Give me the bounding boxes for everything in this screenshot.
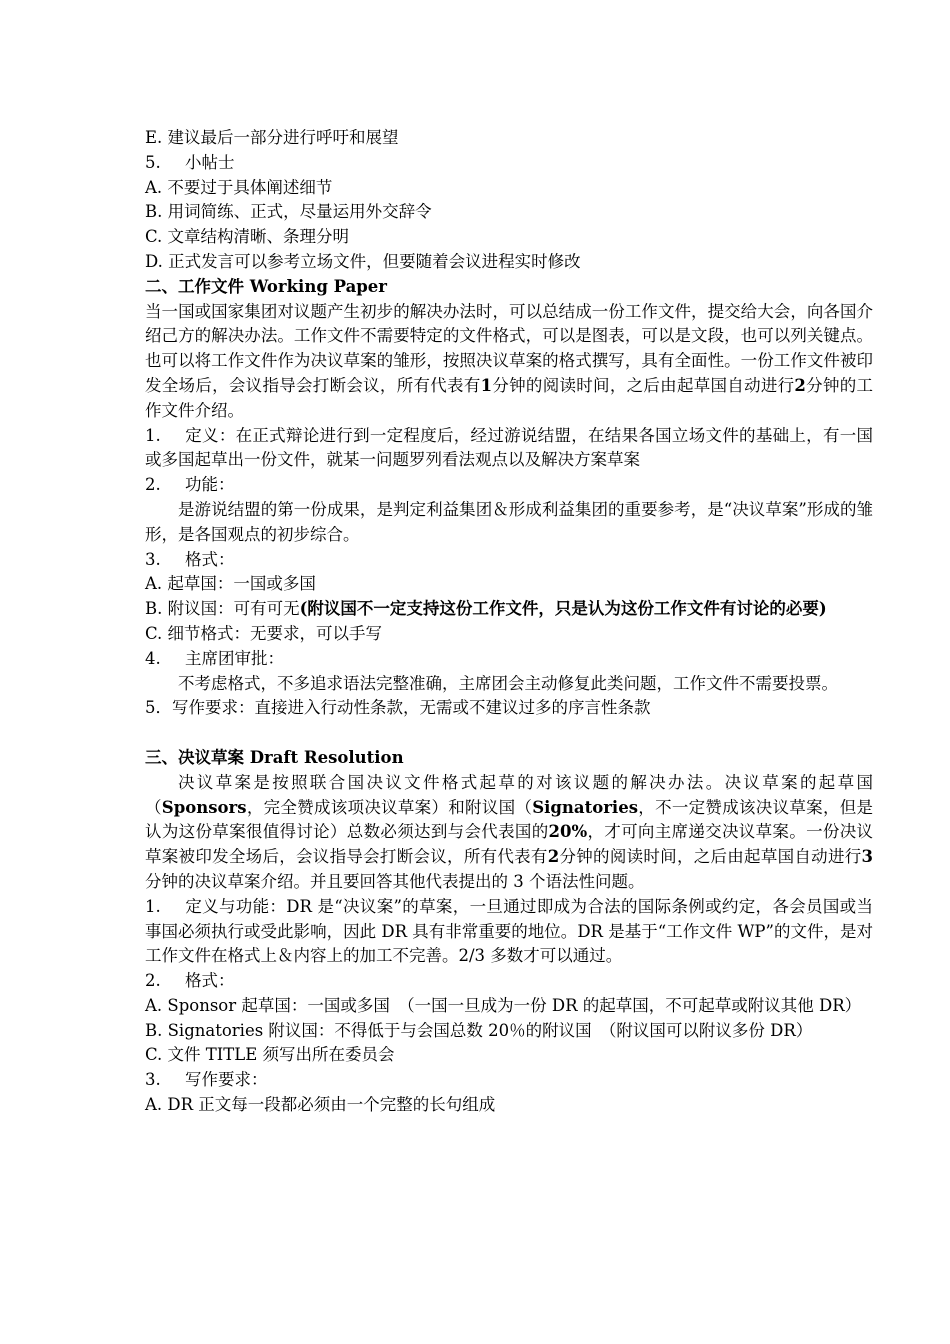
draft-resolution-requirement-a: A. DR 正文每一段都必须由一个完整的长句组成 — [145, 1095, 496, 1115]
tips-number: 5. — [145, 152, 161, 172]
working-paper-function-text: 是游说结盟的第一份成果，是判定利益集团＆形成利益集团的重要参考，是“决议草案”形成的雏形，是各国观点的初步综合。 — [145, 499, 873, 544]
tip-c: C. 文章结构清晰、条理分明 — [145, 227, 350, 247]
working-paper-review-text: 不考虑格式，不多追求语法完整准确，主席团会主动修复此类问题，工作文件不需要投票。 — [178, 673, 838, 693]
working-paper-format-c: C. 细节格式：无要求，可以手写 — [145, 623, 383, 643]
closing-advice-line: E. 建议最后一部分进行呼吁和展望 — [145, 128, 399, 147]
draft-resolution-definition: 1. 定义与功能：DR 是“决议案”的草案，一旦通过即成为合法的国际条例或约定，各会员国或当事国必须执行或受此影响，因此 DR 具有非常重要的地位。DR 是基于“工作文件 WP”的文件，是对工作文件在格式上＆内容上的加工不完善。2/3 多数才可以通过。 — [145, 896, 873, 966]
draft-resolution-heading: 三、决议草案 Draft Resolution — [145, 747, 404, 767]
working-paper-review-heading: 4. 主席团审批： — [145, 648, 284, 668]
working-paper-format-heading: 3. 格式： — [145, 549, 235, 569]
blank-line — [145, 721, 873, 746]
draft-resolution-requirement-heading: 3. 写作要求： — [145, 1070, 268, 1090]
tip-d: D. 正式发言可以参考立场文件，但要随着会议进程实时修改 — [145, 251, 581, 271]
draft-resolution-format-heading: 2. 格式： — [145, 971, 235, 991]
draft-resolution-intro: 决议草案是按照联合国决议文件格式起草的对该议题的解决办法。决议草案的起草国（Sponsors，完全赞成该项决议草案）和附议国（Signatories，不一定赞成该决议草案，但是认为这份草案很值得讨论）总数必须达到与会代表国的20%，才可向主席递交决议草案。一份决议草案被印发全场后，会议指导会打断会议，所有代表有2分钟的阅读时间，之后由起草国自动进行3分钟的决议草案介绍。并且要回答其他代表提出的 3 个语法性问题。 — [145, 772, 874, 891]
tips-heading — [145, 151, 873, 176]
tips-title: 小帖士 — [185, 152, 235, 172]
tip-a: A. 不要过于具体阐述细节 — [145, 177, 333, 197]
draft-resolution-format-c: C. 文件 TITLE 须写出所在委员会 — [145, 1045, 395, 1065]
tip-b: B. 用词简练、正式，尽量运用外交辞令 — [145, 202, 432, 222]
working-paper-definition: 1. 定义：在正式辩论进行到一定程度后，经过游说结盟，在结果各国立场文件的基础上，有一国或多国起草出一份文件，就某一问题罗列看法观点以及解决方案草案 — [145, 425, 873, 470]
working-paper-format-a: A. 起草国：一国或多国 — [145, 574, 316, 594]
draft-resolution-format-b: B. Signatories 附议国：不得低于与会国总数 20％的附议国 （附议国可以附议多份 DR） — [145, 1020, 813, 1040]
working-paper-format-b: B. 附议国：可有可无(附议国不一定支持这份工作文件，只是认为这份工作文件有讨论的必要) — [145, 599, 827, 619]
draft-resolution-format-a: A. Sponsor 起草国：一国或多国 （一国一旦成为一份 DR 的起草国，不可起草或附议其他 DR） — [145, 995, 862, 1015]
working-paper-function-heading: 2. 功能： — [145, 475, 235, 495]
working-paper-requirement: 5．写作要求：直接进入行动性条款，无需或不建议过多的序言性条款 — [145, 698, 651, 718]
working-paper-heading: 二、工作文件 Working Paper — [145, 276, 387, 296]
working-paper-intro: 当一国或国家集团对议题产生初步的解决办法时，可以总结成一份工作文件，提交给大会，向各国介绍己方的解决办法。工作文件不需要特定的文件格式，可以是图表，可以是文段，也可以列关键点。也可以将工作文件作为决议草案的雏形，按照决议草案的格式撰写，具有全面性。一份工作文件被印发全场后，会议指导会打断会议，所有代表有1分钟的阅读时间，之后由起草国自动进行2分钟的工作文件介绍。 — [145, 301, 874, 420]
document-page — [145, 126, 873, 1118]
